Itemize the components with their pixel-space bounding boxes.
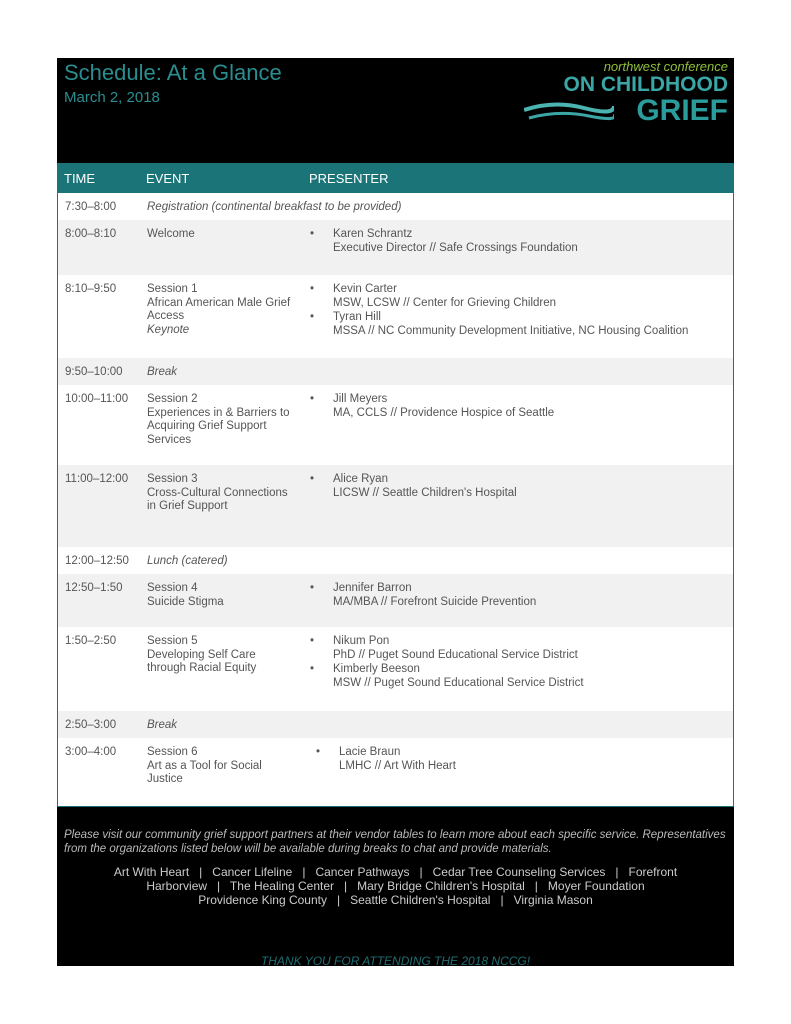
event-title: Lunch (catered) [147, 555, 228, 567]
event-title: Cross-Cultural Connections in Grief Support [147, 486, 288, 512]
time-cell: 11:00–12:00 [65, 473, 129, 485]
presenter-item [310, 663, 730, 690]
presenter-name: • Lacie Braun [339, 746, 401, 758]
event-cell [147, 283, 297, 337]
partners-note: Please visit our community grief support partners at their vendor tables to learn more about each specific service. Representatives from the organizations listed below will be available during breaks to chat and provide materials. [64, 829, 726, 855]
partners-line: Art With Heart | Cancer Lifeline | Cancer Pathways | Cedar Tree Counseling Services | Forefront [113, 865, 678, 879]
event-title: African American Male Grief Access [147, 296, 291, 322]
presenter-detail: Executive Director // Safe Crossings Foundation [333, 241, 578, 254]
time-cell: 2:50–3:00 [65, 719, 117, 731]
presenter-cell [310, 393, 730, 421]
table-row [58, 574, 733, 627]
event-cell [147, 228, 297, 242]
event-date: March 2, 2018 [64, 89, 160, 106]
event-cell [147, 366, 547, 380]
event-title: Developing Self Care through Racial Equity [147, 648, 257, 674]
table-row [58, 193, 733, 220]
event-cell [147, 201, 547, 215]
presenter-detail: LMHC // Art With Heart [339, 759, 456, 772]
presenter-item [310, 228, 730, 255]
event-note: Keynote [147, 323, 190, 336]
footer [57, 828, 734, 907]
event-title: Art as a Tool for Social Justice [147, 759, 262, 785]
table-header [57, 163, 734, 193]
table-row [58, 465, 733, 547]
time-cell: 10:00–11:00 [65, 393, 129, 405]
schedule-page [57, 58, 734, 966]
table-row [58, 711, 733, 738]
column-header-time: TIME [64, 171, 96, 186]
event-cell [147, 393, 297, 447]
presenter-cell [310, 283, 730, 339]
event-cell [147, 746, 297, 787]
event-title: Welcome [147, 228, 195, 240]
session-label: Session 3 [147, 473, 198, 485]
partners-list [57, 865, 734, 907]
table-row [58, 627, 733, 711]
table-row [58, 738, 733, 806]
presenter-detail: PhD // Puget Sound Educational Service District [333, 648, 578, 661]
time-cell: 8:00–8:10 [65, 228, 117, 240]
time-cell: 7:30–8:00 [65, 201, 117, 213]
event-title: Experiences in & Barriers to Acquiring Grief Support Services [147, 406, 290, 446]
event-cell [147, 582, 297, 609]
presenter-cell [310, 582, 730, 610]
partners-line: Harborview | The Healing Center | Mary Bridge Children's Hospital | Moyer Foundation [146, 879, 645, 893]
event-title: Registration (continental breakfast to be provided) [147, 201, 402, 213]
wave-icon [524, 100, 614, 124]
presenter-cell [310, 635, 730, 691]
session-label: Session 4 [147, 582, 198, 594]
presenter-detail: MSSA // NC Community Development Initiative, NC Housing Coalition [333, 324, 689, 337]
event-title: Suicide Stigma [147, 595, 224, 608]
presenter-item [310, 473, 730, 500]
presenter-cell [310, 473, 730, 501]
presenter-detail: MSW // Puget Sound Educational Service District [333, 676, 584, 689]
presenter-item [310, 393, 730, 420]
presenter-name: • Jennifer Barron [333, 582, 412, 594]
presenter-name: • Karen Schrantz [333, 228, 413, 240]
table-row [58, 220, 733, 275]
session-label: Session 6 [147, 746, 198, 758]
table-row [58, 385, 733, 465]
time-cell: 12:50–1:50 [65, 582, 123, 594]
presenter-item [310, 311, 730, 338]
session-label: Session 5 [147, 635, 198, 647]
presenter-detail: MA, CCLS // Providence Hospice of Seattle [333, 406, 555, 419]
table-row [58, 275, 733, 358]
event-title: Break [147, 366, 178, 378]
schedule-table [57, 193, 734, 807]
presenter-detail: LICSW // Seattle Children's Hospital [333, 486, 517, 499]
table-row [58, 358, 733, 385]
presenter-cell [316, 746, 736, 774]
time-cell: 1:50–2:50 [65, 635, 117, 647]
time-cell: 12:00–12:50 [65, 555, 129, 567]
event-cell [147, 635, 297, 676]
time-cell: 8:10–9:50 [65, 283, 117, 295]
time-cell: 3:00–4:00 [65, 746, 117, 758]
partners-line: Providence King County | Seattle Children's Hospital | Virginia Mason [198, 893, 593, 907]
event-cell [147, 473, 297, 514]
presenter-name: • Alice Ryan [333, 473, 388, 485]
event-cell [147, 719, 547, 733]
table-row [58, 547, 733, 574]
column-header-presenter: PRESENTER [309, 171, 389, 186]
event-title: Break [147, 719, 178, 731]
presenter-item [316, 746, 736, 773]
presenter-name: • Nikum Pon [333, 635, 390, 647]
thank-you-message: THANK YOU FOR ATTENDING THE 2018 NCCG! [260, 954, 531, 968]
presenter-item [310, 283, 730, 310]
session-label: Session 2 [147, 393, 198, 405]
page-title: Schedule: At a Glance [64, 60, 282, 85]
conference-logo: northwest conference ON CHILDHOOD GRIEF [518, 60, 728, 130]
presenter-name: • Tyran Hill [333, 311, 381, 323]
presenter-name: • Kevin Carter [333, 283, 397, 295]
presenter-name: • Jill Meyers [333, 393, 388, 405]
column-header-event: EVENT [146, 171, 190, 186]
presenter-cell [310, 228, 730, 256]
event-cell [147, 555, 547, 569]
time-cell: 9:50–10:00 [65, 366, 123, 378]
presenter-item [310, 582, 730, 609]
presenter-item [310, 635, 730, 662]
presenter-detail: MSW, LCSW // Center for Grieving Children [333, 296, 557, 309]
session-label: Session 1 [147, 283, 198, 295]
presenter-name: • Kimberly Beeson [333, 663, 420, 675]
presenter-detail: MA/MBA // Forefront Suicide Prevention [333, 595, 537, 608]
